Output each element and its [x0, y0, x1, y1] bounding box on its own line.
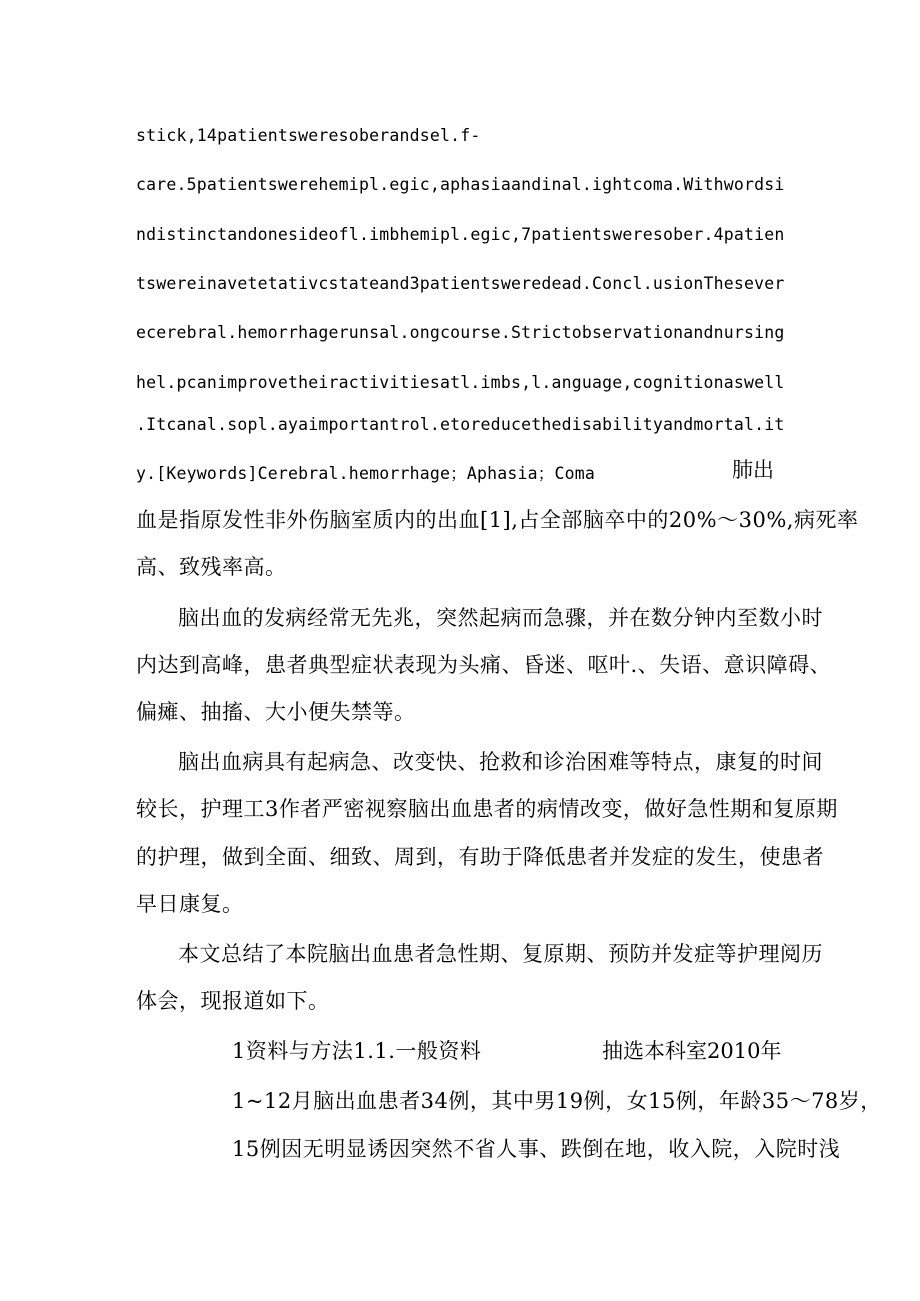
paragraph-line: 的护理，做到全面、细致、周到，有助于降低患者并发症的发生，使患者 — [136, 845, 824, 869]
paragraph-line: 体会，现报道如下。 — [136, 989, 330, 1013]
section-heading: 1资料与方法1.1.一般资料 — [232, 1039, 482, 1063]
paragraph-line: 较长，护理工3作者严密视察脑出血患者的病情改变，做好急性期和复原期 — [136, 797, 838, 821]
abstract-line: ndistinctandonesideofl.imbhemipl.egic,7patientsweresober.4patien — [136, 225, 785, 244]
abstract-line: tswereinavetetativcstateand3patientsweredead.Concl.usionThesever — [136, 274, 785, 293]
abstract-line: care.5patientswerehemipl.egic,aphasiaandinal.ightcoma.Withwordsi — [136, 175, 785, 194]
paragraph-line: 本文总结了本院脑出血患者急性期、复原期、预防并发症等护理阅历 — [178, 942, 823, 966]
paragraph-line: 偏瘫、抽搐、大小便失禁等。 — [136, 700, 416, 724]
paragraph-line: 内达到高峰，患者典型症状表现为头痛、昏迷、呕叶.、失语、意识障碍、 — [136, 653, 832, 677]
section-line: 1~12月脑出血患者34例，其中男19例，女15例，年龄35～78岁， — [232, 1089, 882, 1113]
paragraph-line: 脑出血的发病经常无先兆，突然起病而急骤，并在数分钟内至数小时 — [178, 606, 823, 630]
section-heading-continuation: 抽选本科室2010年 — [602, 1039, 782, 1063]
intro-start-fragment: 肺出 — [732, 458, 774, 482]
abstract-line: ecerebral.hemorrhagerunsal.ongcourse.Strictobservationandnursing — [136, 323, 785, 342]
intro-line: 血是指原发性非外伤脑室质内的出血[1],占全部脑卒中的20%～30%,病死率 — [136, 508, 859, 532]
abstract-line: y.[Keywords]Cerebral.hemorrhage；Aphasia；Coma — [136, 464, 596, 483]
paragraph-line: 脑出血病具有起病急、改变快、抢救和诊治困难等特点，康复的时间 — [178, 750, 823, 774]
intro-line: 高、致残率高。 — [136, 555, 287, 579]
abstract-line: stick,14patientsweresoberandsel.f- — [136, 126, 481, 145]
paragraph-line: 早日康复。 — [136, 892, 244, 916]
section-line: 15例因无明显诱因突然不省人事、跌倒在地，收入院，入院时浅 — [232, 1137, 841, 1161]
abstract-line: hel.pcanimprovetheiractivitiesatl.imbs,l.anguage,cognitionaswell — [136, 373, 785, 392]
abstract-line: .Itcanal.sopl.ayaimportantrol.etoreducethedisabilityandmortal.it — [136, 415, 785, 434]
